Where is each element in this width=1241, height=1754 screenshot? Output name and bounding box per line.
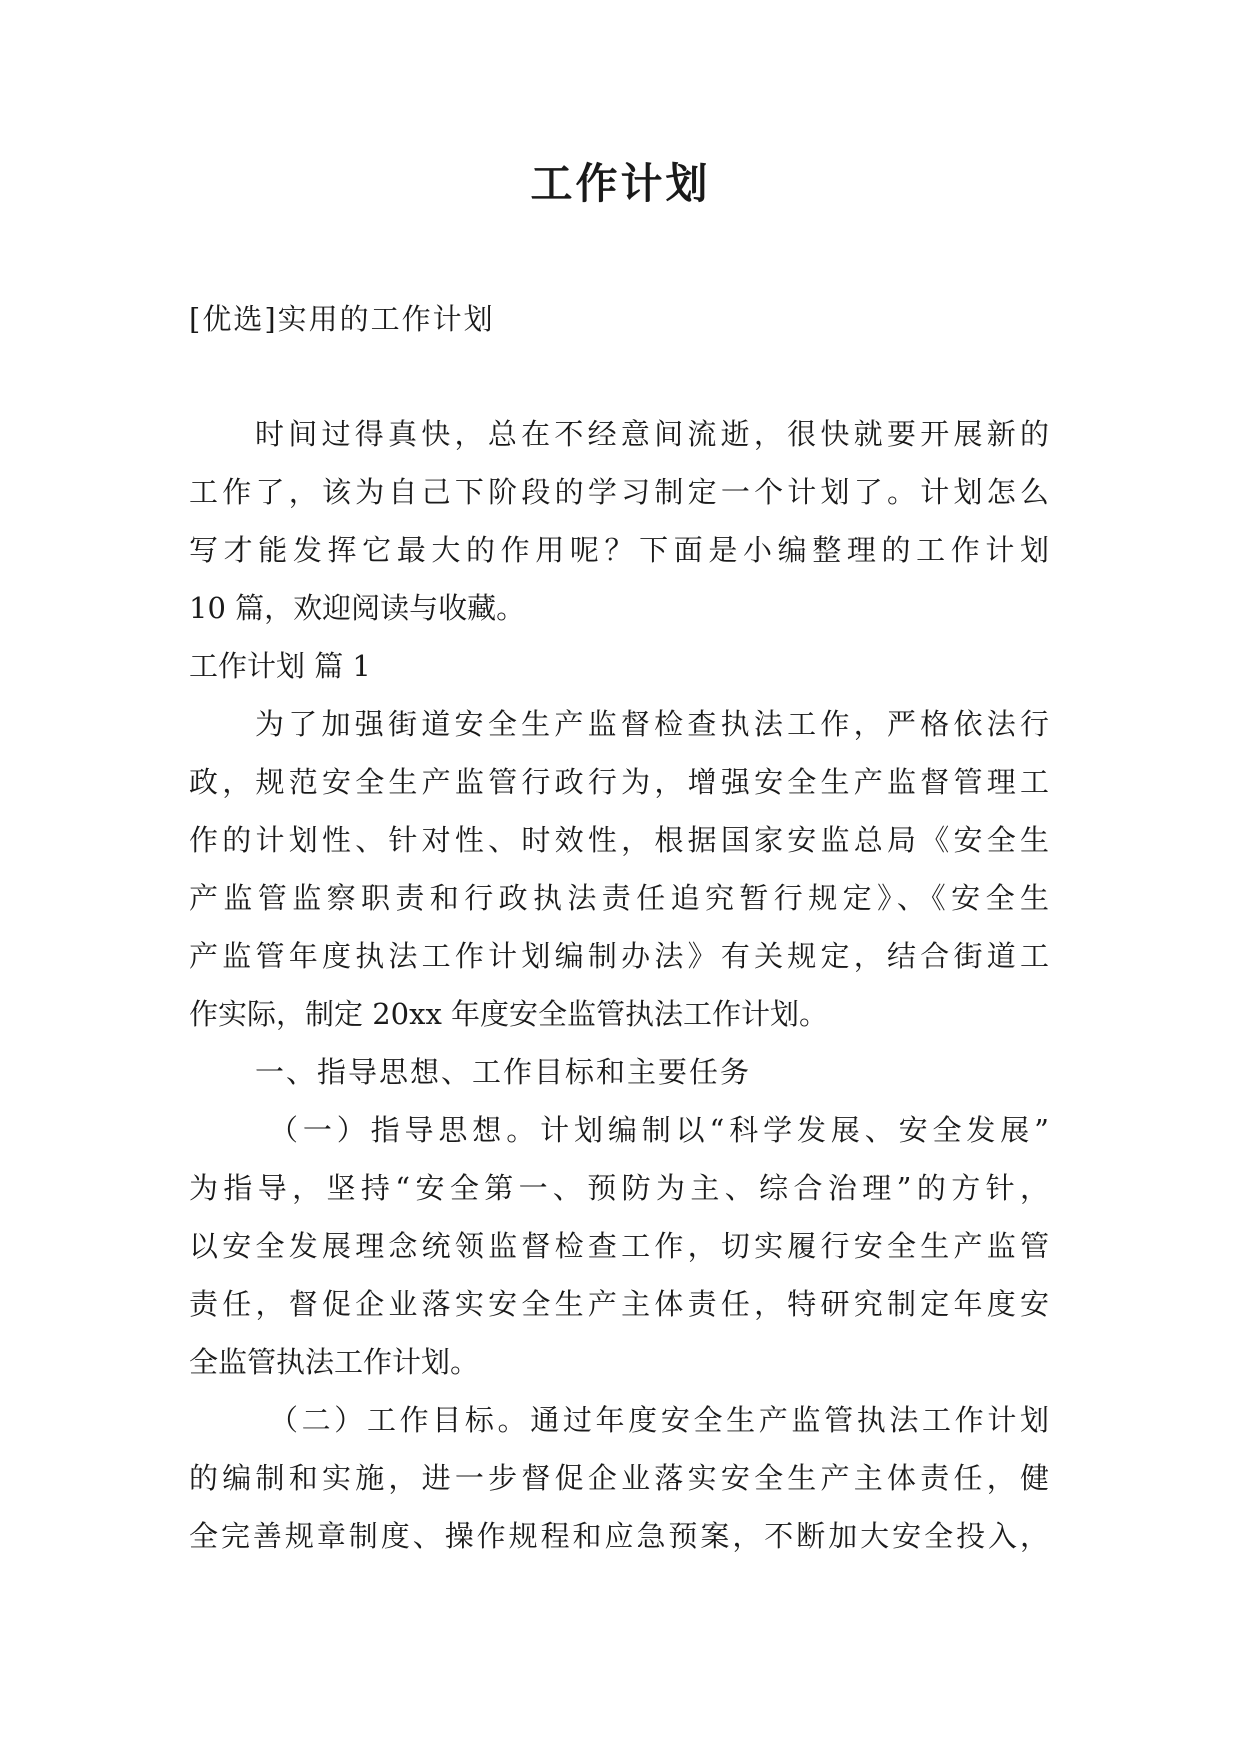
page-subtitle: [优选]实用的工作计划 [189,302,495,336]
body-line: 政，规范安全生产监管行政行为，增强安全生产监督管理工 [189,765,1049,799]
body-line: 产监管监察职责和行政执法责任追究暂行规定》、《安全生 [189,881,1049,915]
body-line: 为了加强街道安全生产监督检查执法工作，严格依法行 [255,707,1049,741]
body-line: 的编制和实施，进一步督促企业落实安全生产主体责任，健 [189,1461,1049,1495]
body-line: 工作了，该为自己下阶段的学习制定一个计划了。计划怎么 [189,475,1049,509]
body-line: 10 篇，欢迎阅读与收藏。 [189,591,526,625]
body-line: 责任，督促企业落实安全生产主体责任，特研究制定年度安 [189,1287,1049,1321]
body-line: 写才能发挥它最大的作用呢？下面是小编整理的工作计划 [189,533,1049,567]
body-line: 时间过得真快，总在不经意间流逝，很快就要开展新的 [255,417,1049,451]
section-heading: 工作计划 篇 1 [189,649,371,683]
body-line: （二）工作目标。通过年度安全生产监管执法工作计划 [269,1403,1049,1437]
body-line: （一）指导思想。计划编制以“科学发展、安全发展” [269,1113,1049,1147]
body-line: 全完善规章制度、操作规程和应急预案，不断加大安全投入， [189,1519,1049,1553]
body-line: 作实际，制定 20xx 年度安全监管执法工作计划。 [189,997,829,1031]
body-line: 全监管执法工作计划。 [189,1345,480,1379]
body-line: 以安全发展理念统领监督检查工作，切实履行安全生产监管 [189,1229,1049,1263]
page-title: 工作计划 [530,159,711,208]
document-body [189,405,1049,1565]
body-line: 作的计划性、针对性、时效性，根据国家安监总局《安全生 [189,823,1049,857]
section-heading: 一、指导思想、工作目标和主要任务 [255,1055,752,1089]
body-line: 为指导，坚持“安全第一、预防为主、综合治理”的方针， [189,1171,1049,1205]
body-line: 产监管年度执法工作计划编制办法》有关规定，结合街道工 [189,939,1049,973]
